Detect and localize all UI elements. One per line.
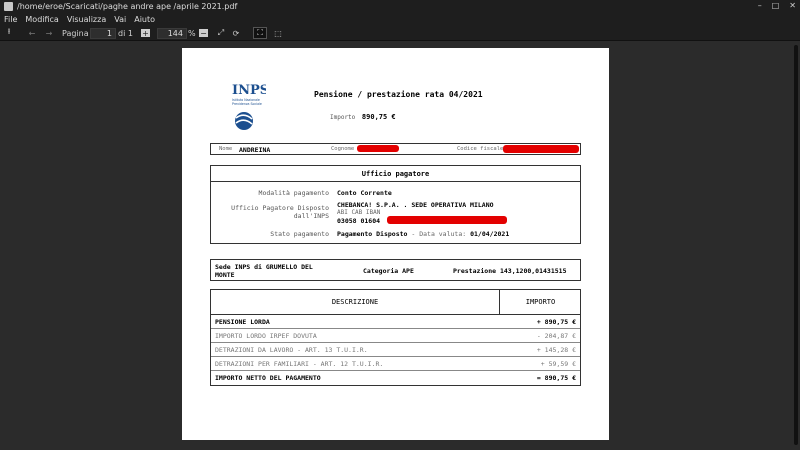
page-input[interactable]: 1	[90, 28, 116, 39]
prestazione: Prestazione 143,1200,01431515	[453, 267, 567, 275]
sede-box	[210, 259, 581, 281]
categoria: Categoria APE	[363, 267, 414, 275]
pdf-page	[182, 48, 609, 440]
redaction-iban	[387, 216, 507, 224]
ufficio-label-2: dall'INPS	[293, 212, 329, 220]
ufficio-label-1: Ufficio Pagatore Disposto	[231, 204, 329, 212]
table-row	[211, 343, 580, 357]
row-desc: DETRAZIONI DA LAVORO - ART. 13 T.U.I.R.	[215, 346, 368, 354]
nome-value: ANDREINA	[239, 146, 271, 154]
abi-cab-iban-header: ABI CAB IBAN	[337, 209, 381, 216]
importo-line	[330, 113, 396, 121]
menubar	[0, 13, 800, 25]
logo-text: INPS	[232, 83, 266, 98]
app-icon	[4, 2, 13, 11]
document-title: Pensione / prestazione rata 04/2021	[314, 90, 483, 99]
zoom-input[interactable]: 144	[157, 28, 187, 39]
window-titlebar	[0, 0, 800, 13]
importo-value: 890,75 €	[361, 113, 396, 121]
data-valuta-value: 01/04/2021	[470, 230, 510, 238]
menu-modifica[interactable]: Modifica	[25, 14, 59, 24]
row-desc: PENSIONE LORDA	[215, 318, 270, 326]
toolbar	[0, 25, 800, 41]
logo-sub1: Istituto Nazionale	[232, 98, 260, 102]
prev-page-icon[interactable]: ←	[28, 28, 36, 38]
col-descrizione: DESCRIZIONE	[331, 298, 379, 306]
select-icon[interactable]: ⬚	[274, 28, 282, 38]
descrizione-table	[210, 289, 581, 386]
nome-label: Nome	[219, 146, 233, 152]
redaction-cognome	[357, 145, 399, 152]
maximize-icon[interactable]: □	[771, 1, 780, 10]
rotate-icon[interactable]: ⟳	[232, 28, 240, 38]
modalita-value: Conto Corrente	[337, 189, 392, 197]
ufficio-pagatore-box	[210, 165, 581, 244]
inps-logo	[230, 78, 266, 134]
row-amount: + 59,59 €	[540, 360, 576, 368]
close-icon[interactable]: ✕	[789, 1, 796, 10]
cognome-label: Cognome	[331, 146, 355, 152]
modalita-label: Modalità pagamento	[258, 189, 329, 197]
abi-cab-values: 03058 01604	[337, 217, 381, 225]
table-header	[211, 290, 580, 315]
sede-line-1: Sede INPS di GRUMELLO DEL	[215, 263, 313, 271]
row-desc: IMPORTO NETTO DEL PAGAMENTO	[215, 374, 321, 382]
stato-value: Pagamento Disposto	[337, 230, 408, 238]
row-amount: = 890,75 €	[536, 374, 576, 382]
personal-data-box	[210, 143, 581, 155]
importo-label: Importo	[330, 114, 356, 121]
menu-file[interactable]: File	[4, 14, 18, 24]
vertical-scrollbar[interactable]	[792, 41, 800, 450]
row-amount: + 890,75 €	[536, 318, 576, 326]
stato-label: Stato pagamento	[270, 230, 329, 238]
fit-width-icon[interactable]: ⛶	[253, 27, 267, 39]
row-desc: IMPORTO LORDO IRPEF DOVUTA	[215, 332, 317, 340]
table-row	[211, 329, 580, 343]
menu-visualizza[interactable]: Visualizza	[66, 14, 107, 24]
col-importo: IMPORTO	[499, 290, 581, 315]
next-page-icon[interactable]: →	[45, 28, 53, 38]
logo-sub2: Previdenza Sociale	[232, 102, 262, 106]
table-row	[211, 357, 580, 371]
row-amount: + 145,28 €	[536, 346, 576, 354]
menu-aiuto[interactable]: Aiuto	[134, 14, 156, 24]
minimize-icon[interactable]: –	[757, 1, 762, 10]
data-valuta-label: - Data valuta:	[411, 230, 467, 238]
table-row	[211, 371, 580, 385]
upload-icon[interactable]: ⭱	[7, 27, 11, 36]
sede-line-2: MONTE	[215, 271, 235, 279]
page-total: di 1	[118, 28, 133, 38]
redaction-codice-fiscale	[503, 145, 579, 153]
table-row	[211, 315, 580, 329]
page-label: Pagina	[62, 28, 89, 38]
zoom-unit: %	[188, 28, 196, 38]
codice-fiscale-label: Codice fiscale	[457, 146, 504, 152]
ufficio-value: CHEBANCA! S.P.A. . SEDE OPERATIVA MILANO	[337, 201, 494, 209]
ufficio-title: Ufficio pagatore	[211, 166, 580, 182]
row-amount: - 204,87 €	[536, 332, 576, 340]
menu-vai[interactable]: Vai	[114, 14, 127, 24]
zoom-in-button[interactable]: +	[142, 28, 149, 38]
scrollbar-thumb[interactable]	[794, 45, 798, 445]
row-desc: DETRAZIONI PER FAMILIARI - ART. 12 T.U.I.R.	[215, 360, 384, 368]
zoom-out-button[interactable]: −	[200, 28, 207, 38]
fit-page-icon[interactable]: ⤢	[217, 28, 225, 37]
window-title: /home/eroe/Scaricati/paghe andre ape /aprile 2021.pdf	[17, 2, 238, 11]
